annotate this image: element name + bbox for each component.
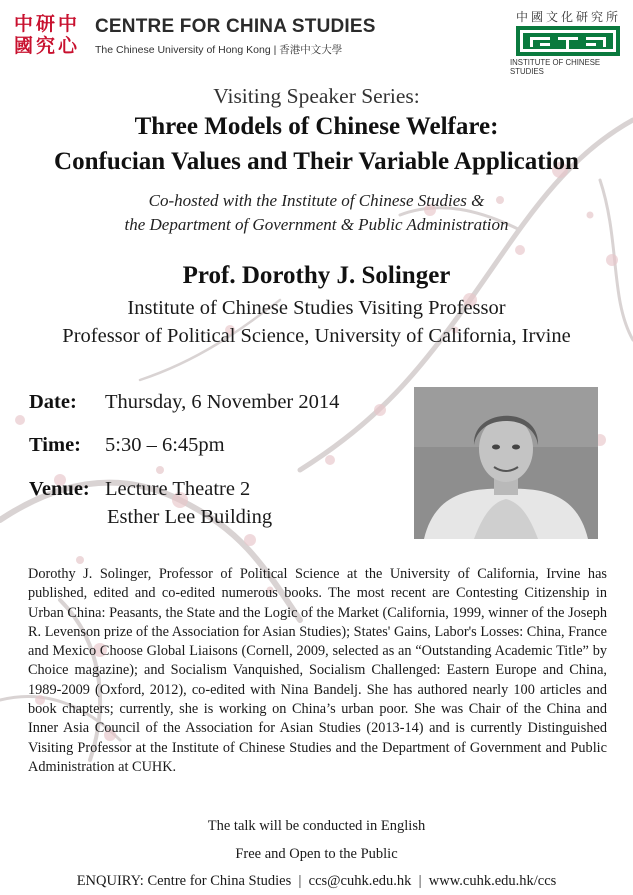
time-label: Time: — [29, 434, 82, 456]
date-value: Thursday, 6 November 2014 — [105, 391, 340, 413]
time-value: 5:30 – 6:45pm — [105, 434, 225, 456]
logo-char: 心 — [58, 35, 78, 57]
speaker-name: Prof. Dorothy J. Solinger — [182, 262, 451, 289]
ccs-logo — [14, 14, 84, 58]
venue-line-2: Esther Lee Building — [107, 506, 273, 528]
logo-char: 國 — [14, 35, 34, 57]
separator: | — [418, 873, 422, 889]
org-subtitle: The Chinese University of Hong Kong | 香港中文大學 — [95, 44, 343, 56]
partner-name: INSTITUTE OF CHINESE STUDIES — [510, 58, 601, 76]
enquiry-line — [0, 873, 633, 890]
speaker-photo — [414, 387, 598, 539]
cohost-line-2: the Department of Government & Public Administration — [124, 215, 509, 234]
cohost-line-1: Co-hosted with the Institute of Chinese Studies & — [148, 191, 485, 210]
series-label: Visiting Speaker Series: — [213, 84, 420, 108]
date-label: Date: — [29, 391, 77, 413]
enquiry-label: ENQUIRY: Centre for China Studies — [76, 873, 292, 889]
admission-note: Free and Open to the Public — [235, 846, 398, 862]
speaker-role-2: Professor of Political Science, University of California, Irvine — [62, 325, 571, 347]
venue-label: Venue: — [29, 478, 90, 500]
speaker-biography: Dorothy J. Solinger, Professor of Political Science at the University of California, Irvine has published, edited and co-edited numerous books. The most recent are Contesting Citizenship in Urban China: Peasants, the State and the Logic of the Market (California, 1999, winner of the Joseph R. Levenson prize of the Association for Asian Studies); States' Gains, Labor's Losses: China, France and Mexico Choose Global Liaisons (Cornell, 2009, selected as an “Outstanding Academic Title” by Choice magazine); and Socialism Vanquished, Socialism Challenged: Eastern Europe and China, 1989-2009 (Oxford, 2012), co-edited with Nina Bandelj. She has authored nearly 100 articles and book chapters; currently, she is working on China’s urban poor. She was Chair of the China and Inner Asia Council of the Association for Asian Studies (2013-14) and is currently Distinguished Visiting Professor at the Institute of Chinese Studies and the Department of Government and Public Administration at CUHK. — [28, 566, 607, 775]
ics-logo-icon — [516, 26, 620, 56]
logo-char: 中 — [14, 13, 34, 35]
speaker-role-1: Institute of Chinese Studies Visiting Professor — [127, 297, 506, 319]
email-link[interactable]: ccs@cuhk.edu.hk — [308, 873, 412, 889]
partner-chinese-name: 中國文化研究所 — [516, 10, 622, 24]
talk-title-line-2: Confucian Values and Their Variable Application — [54, 148, 579, 175]
separator: | — [298, 873, 302, 889]
org-name: CENTRE FOR CHINA STUDIES — [95, 16, 376, 37]
logo-char: 究 — [36, 35, 56, 57]
logo-char: 研 — [36, 13, 56, 35]
talk-title-line-1: Three Models of Chinese Welfare: — [134, 113, 499, 140]
logo-char: 中 — [58, 13, 78, 35]
venue-line-1: Lecture Theatre 2 — [105, 478, 251, 500]
language-note: The talk will be conducted in English — [207, 818, 426, 834]
portrait-image — [414, 387, 598, 539]
website-link[interactable]: www.cuhk.edu.hk/ccs — [428, 873, 557, 889]
